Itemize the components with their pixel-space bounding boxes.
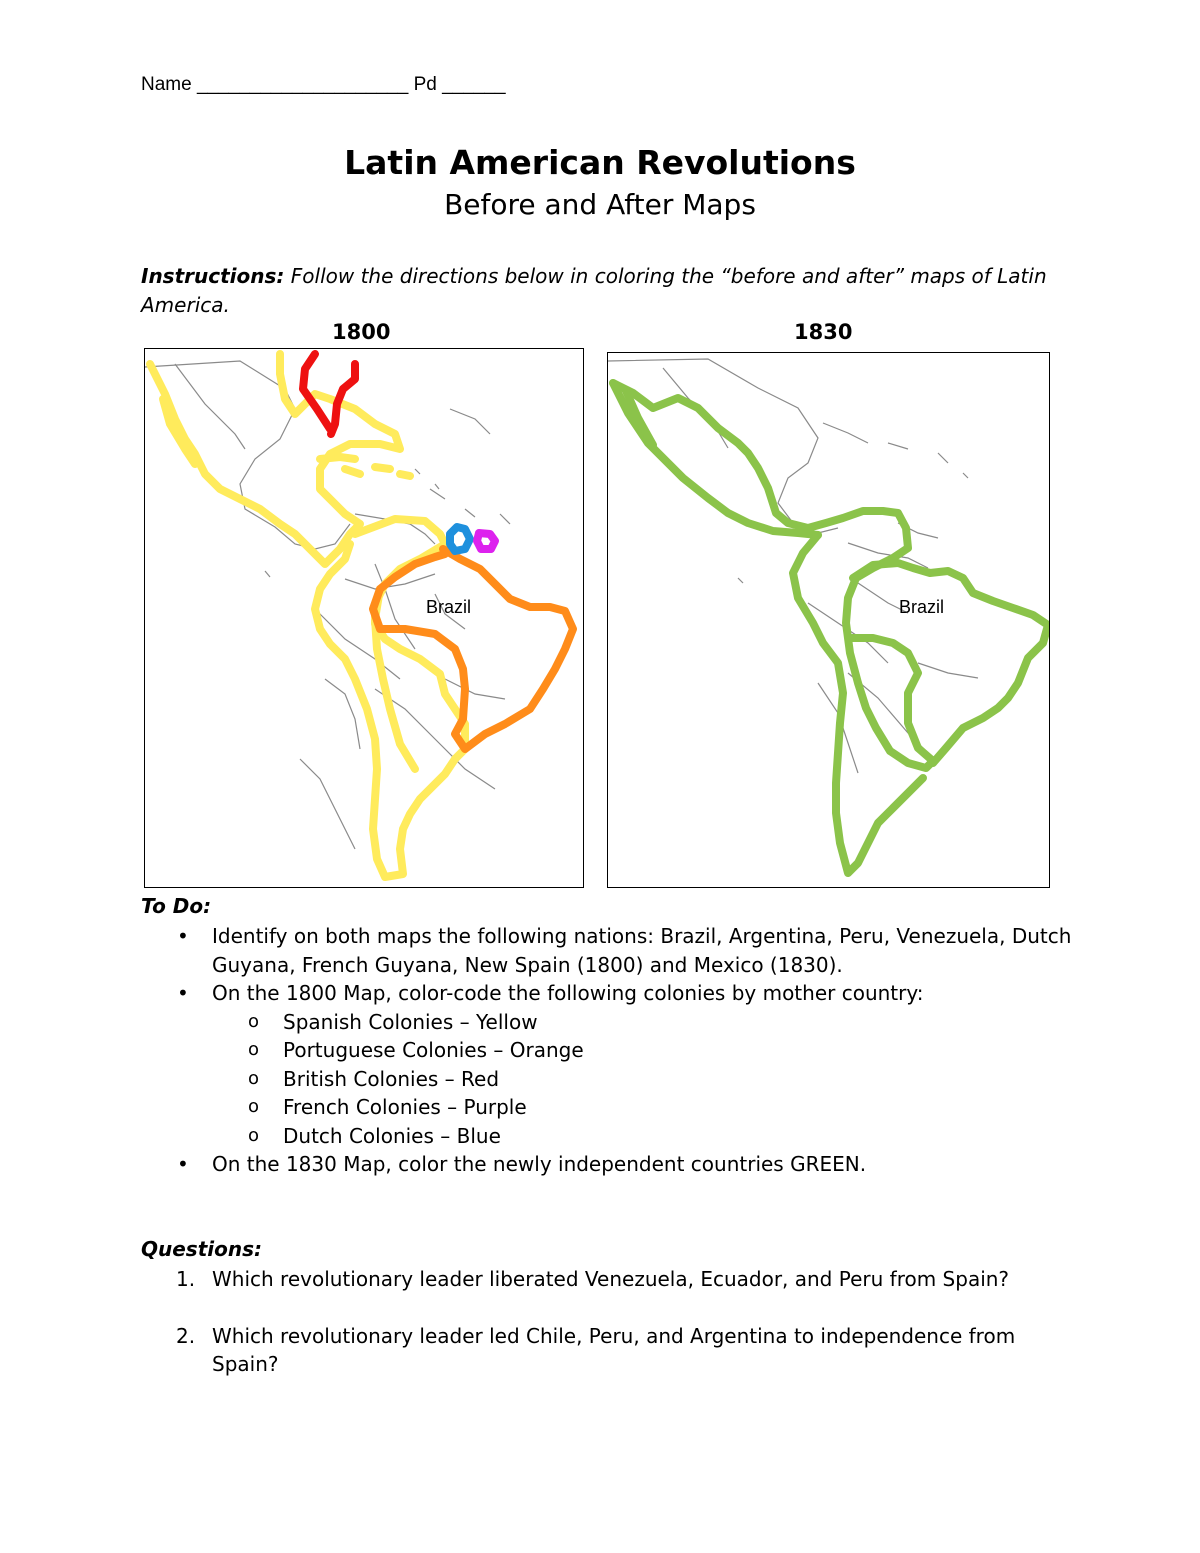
map-1830-brazil-label: Brazil — [899, 597, 945, 617]
dutch-outline — [450, 527, 470, 551]
list-item — [141, 979, 1081, 1008]
sub-list-item — [141, 1065, 1081, 1094]
spanish-outline-andes — [375, 589, 415, 769]
todo-item-text: On the 1830 Map, color the newly independent countries GREEN. — [212, 1152, 867, 1176]
name-label: Name — [141, 74, 192, 95]
colored-regions-1830 — [613, 383, 1048, 873]
color-key-text: British Colonies – Red — [283, 1066, 500, 1091]
french-outline — [477, 533, 495, 549]
map-1830-drawing — [608, 353, 1049, 887]
spanish-caribbean-islands — [320, 457, 410, 476]
color-key-text: French Colonies – Purple — [283, 1095, 527, 1119]
map-1830 — [607, 352, 1050, 888]
todo-item-text: Identify on both maps the following nations: Brazil, Argentina, Peru, Venezuela, Dutch Guyana, French Guyana, New Spain (1800) and Mexico (1830). — [212, 924, 1072, 977]
sub-list-item — [141, 1093, 1081, 1122]
color-key-text: Dutch Colonies – Blue — [283, 1123, 501, 1148]
list-item — [141, 922, 1081, 979]
pd-label: Pd — [413, 74, 437, 95]
pd-blank[interactable]: ______ — [442, 74, 506, 95]
page-subtitle: Before and After Maps — [444, 188, 756, 221]
sub-list-item — [141, 1008, 1081, 1037]
independent-outline-south — [793, 535, 923, 873]
question-number: 2. — [176, 1323, 196, 1348]
bullet: o — [248, 1096, 260, 1117]
instructions-text: Follow the directions below in coloring the “before and after” maps of Latin America. — [141, 264, 1047, 317]
sub-list-item — [141, 1122, 1081, 1151]
question-number: 1. — [176, 1267, 196, 1291]
bullet: • — [177, 981, 189, 1005]
bullet: • — [177, 924, 189, 948]
british-outline — [303, 354, 355, 434]
map-year-1800: 1800 — [332, 320, 391, 344]
bullet: o — [248, 1039, 260, 1060]
list-item — [141, 1150, 1081, 1179]
bullet: o — [248, 1124, 260, 1146]
question-item — [141, 1322, 1081, 1379]
questions-heading: Questions: — [141, 1237, 263, 1261]
instructions — [141, 262, 1071, 320]
bullet: o — [248, 1067, 260, 1089]
map-year-1830: 1830 — [794, 320, 853, 344]
independent-outline-mexico-central — [613, 383, 933, 768]
todo-item-text: On the 1800 Map, color-code the following colonies by mother country: — [212, 981, 924, 1005]
spanish-outline-mexico-west — [163, 399, 195, 464]
question-text: Which revolutionary leader liberated Venezuela, Ecuador, and Peru from Spain? — [212, 1267, 1010, 1291]
todo-list — [141, 922, 1081, 1179]
color-key-text: Portuguese Colonies – Orange — [283, 1038, 584, 1062]
question-text: Which revolutionary leader led Chile, Peru, and Argentina to independence from Spain? — [212, 1323, 1016, 1376]
bullet: o — [248, 1010, 260, 1032]
map-1800-brazil-label: Brazil — [426, 597, 472, 617]
map-1800 — [144, 348, 584, 888]
todo-heading: To Do: — [141, 894, 212, 918]
colored-regions-1800 — [150, 354, 573, 877]
page-title: Latin American Revolutions — [344, 143, 856, 182]
bullet: • — [177, 1152, 189, 1176]
color-key-text: Spanish Colonies – Yellow — [283, 1009, 538, 1034]
map-1800-drawing — [145, 349, 583, 887]
question-item — [141, 1265, 1081, 1294]
instructions-label: Instructions: — [141, 264, 285, 288]
name-period-line — [141, 74, 506, 96]
sub-list-item — [141, 1036, 1081, 1065]
questions-list — [141, 1265, 1081, 1379]
name-blank[interactable]: ____________________ — [196, 74, 409, 95]
